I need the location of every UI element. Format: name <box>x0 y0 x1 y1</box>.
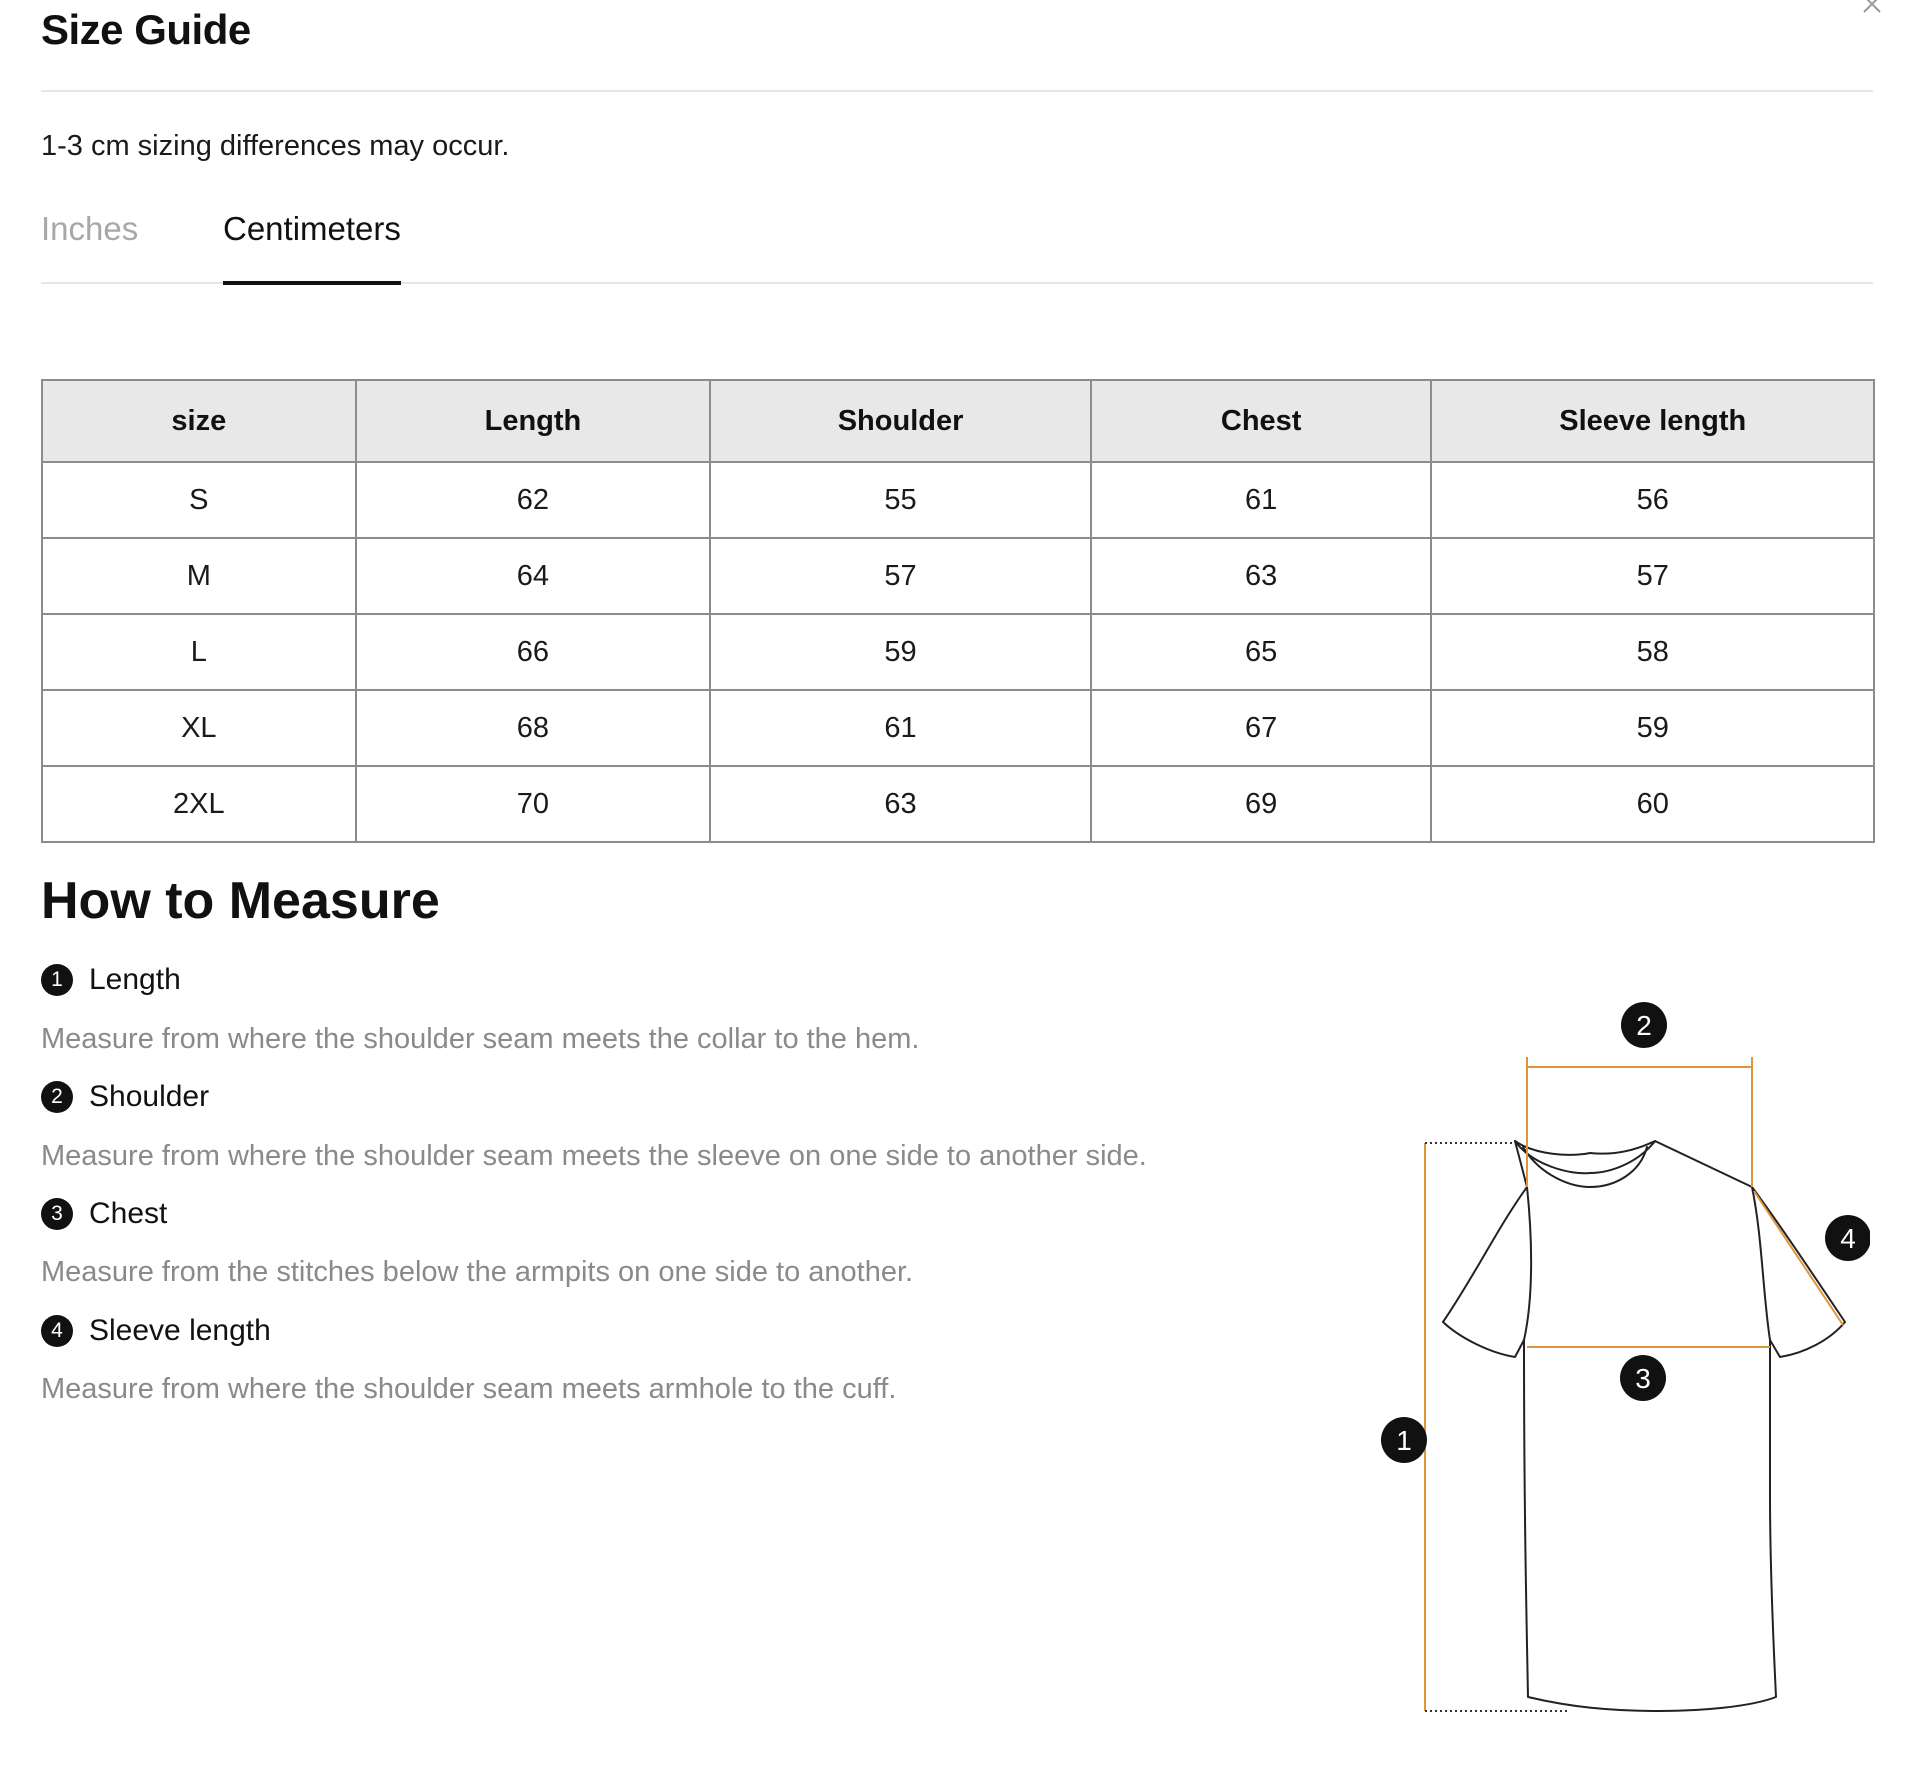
number-one-icon: 1 <box>41 964 73 996</box>
measure-description: Measure from the stitches below the armpits on one side to another. <box>41 1256 914 1288</box>
table-cell: 66 <box>356 614 711 690</box>
measure-description: Measure from where the shoulder seam meets the sleeve on one side to another side. <box>41 1140 1147 1172</box>
table-cell: 59 <box>1431 690 1874 766</box>
marker-two <box>1621 1002 1667 1048</box>
measure-description: Measure from where the shoulder seam meets the collar to the hem. <box>41 1023 920 1055</box>
table-cell: 63 <box>710 766 1091 842</box>
tshirt-measurement-diagram <box>1270 995 1870 1735</box>
tab-inches[interactable]: Inches <box>41 210 139 247</box>
table-cell: 69 <box>1091 766 1432 842</box>
table-cell: 56 <box>1431 462 1874 538</box>
size-table <box>41 379 1875 843</box>
marker-one <box>1381 1417 1427 1463</box>
table-cell: 70 <box>356 766 711 842</box>
table-cell: 63 <box>1091 538 1432 614</box>
table-cell: M <box>42 538 356 614</box>
measure-item-shoulder <box>41 1080 209 1114</box>
measure-label: Shoulder <box>89 1080 210 1113</box>
dotted-guide-lines <box>1425 1143 1570 1711</box>
table-cell: 61 <box>1091 462 1432 538</box>
number-three-icon: 3 <box>41 1198 73 1230</box>
svg-text:2: 2 <box>1636 1010 1652 1041</box>
table-row <box>42 690 1874 766</box>
table-cell: S <box>42 462 356 538</box>
measure-item-sleeve-length <box>41 1314 271 1348</box>
table-row <box>42 614 1874 690</box>
table-cell: L <box>42 614 356 690</box>
measure-label: Chest <box>89 1197 168 1230</box>
measure-description: Measure from where the shoulder seam meets armhole to the cuff. <box>41 1373 897 1405</box>
column-header-shoulder: Shoulder <box>710 380 1091 462</box>
modal-header <box>41 0 1873 92</box>
how-to-measure-title: How to Measure <box>41 872 440 930</box>
svg-text:1: 1 <box>1396 1425 1412 1456</box>
marker-three <box>1620 1355 1666 1401</box>
measure-label: Sleeve length <box>89 1314 271 1347</box>
svg-text:3: 3 <box>1635 1363 1651 1394</box>
unit-tabs <box>41 200 1873 284</box>
tab-centimeters[interactable]: Centimeters <box>223 210 401 285</box>
tshirt-outline-icon <box>1443 1141 1845 1711</box>
number-four-icon: 4 <box>41 1315 73 1347</box>
table-row <box>42 766 1874 842</box>
table-cell: 2XL <box>42 766 356 842</box>
table-cell: 55 <box>710 462 1091 538</box>
table-cell: 67 <box>1091 690 1432 766</box>
svg-text:4: 4 <box>1840 1223 1856 1254</box>
table-cell: 68 <box>356 690 711 766</box>
column-header-sleeve-length: Sleeve length <box>1431 380 1874 462</box>
sizing-note: 1-3 cm sizing differences may occur. <box>41 130 510 162</box>
table-cell: 61 <box>710 690 1091 766</box>
table-row <box>42 538 1874 614</box>
table-row <box>42 462 1874 538</box>
measure-item-length <box>41 963 181 997</box>
table-cell: XL <box>42 690 356 766</box>
marker-four <box>1825 1215 1870 1261</box>
table-cell: 57 <box>1431 538 1874 614</box>
table-cell: 59 <box>710 614 1091 690</box>
table-cell: 62 <box>356 462 711 538</box>
table-cell: 58 <box>1431 614 1874 690</box>
table-cell: 57 <box>710 538 1091 614</box>
column-header-chest: Chest <box>1091 380 1432 462</box>
table-cell: 65 <box>1091 614 1432 690</box>
table-cell: 64 <box>356 538 711 614</box>
column-header-length: Length <box>356 380 711 462</box>
column-header-size: size <box>42 380 356 462</box>
table-cell: 60 <box>1431 766 1874 842</box>
number-two-icon: 2 <box>41 1081 73 1113</box>
page-title: Size Guide <box>41 6 251 53</box>
measure-label: Length <box>89 963 181 996</box>
table-header-row <box>42 380 1874 462</box>
measure-item-chest <box>41 1197 167 1231</box>
